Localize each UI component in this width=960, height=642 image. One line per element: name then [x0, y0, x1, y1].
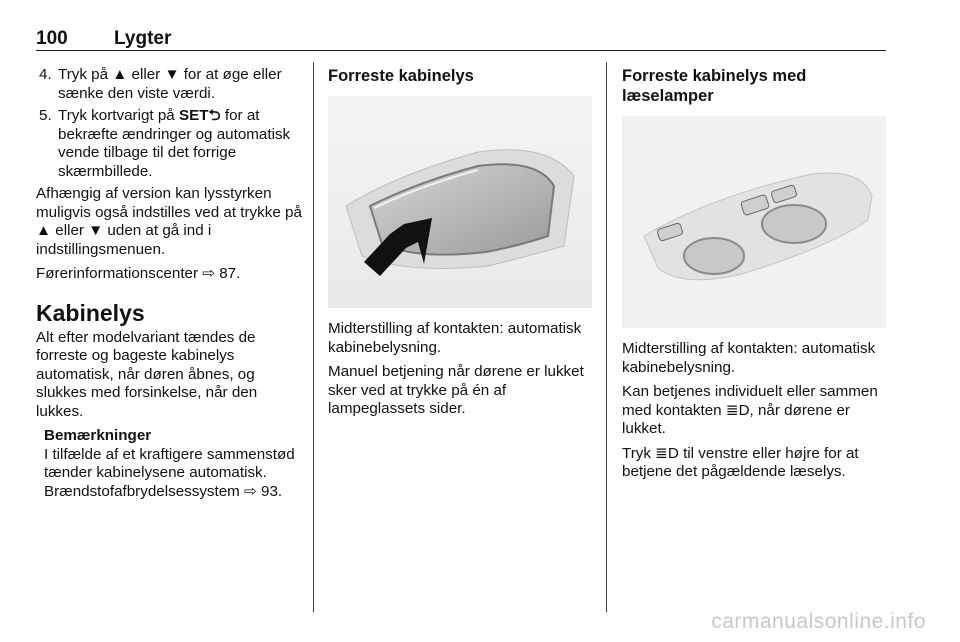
column-2-text [328, 320, 596, 425]
paragraph: Tryk ≣D til venstre eller højre for at betjene det pågældende læselys. [622, 444, 859, 480]
column-divider-1 [313, 62, 314, 612]
paragraph: Manuel betjening når dørene er lukket sker ved at trykke på én af lampeglassets sider. [328, 363, 584, 417]
left-reading-lens [684, 238, 744, 274]
column-3-text [622, 340, 884, 488]
note-title: Bemærkninger [44, 427, 152, 444]
paragraph: Midterstilling af kontakten: automatisk kabinebelysning. [622, 340, 876, 376]
column-3 [622, 66, 884, 106]
header-rule [36, 50, 886, 51]
page-header [36, 28, 886, 52]
list-item-step-5 [36, 107, 302, 181]
chapter-title: Lygter [114, 28, 172, 49]
cross-reference: Førerinformationscenter ⇨ 87. [36, 265, 241, 282]
note-text: I tilfælde af et kraftigere sammenstød tænder kabinelysene automatisk. Brændstofafbrydelsessystem ⇨ 93. [44, 445, 295, 500]
set-button-label: SET⮌ [178, 107, 221, 124]
section-heading: Kabinelys [36, 299, 145, 326]
column-1 [36, 66, 302, 501]
paragraph: Midterstilling af kontakten: automatisk kabinebelysning. [328, 320, 582, 356]
column-2 [328, 66, 596, 86]
step-text-post: for at bekræfte ændringer og automatisk vende tilbage til det forrige skærmbillede. [58, 107, 291, 180]
list-item-step-4 [36, 66, 302, 103]
step-number: 5. [39, 107, 52, 124]
note-box [36, 427, 302, 501]
right-reading-lens [762, 205, 826, 243]
front-dome-light-figure [328, 96, 592, 308]
section-heading: Forreste kabinelys med læselamper [622, 67, 807, 105]
paragraph: Alt efter modelvariant tændes de forreste og bageste kabinelys automatisk, når døren åbnes, og slukkes med forsinkelse, når den lukkes. [36, 328, 258, 420]
section-heading: Forreste kabinelys [328, 67, 474, 85]
page-number: 100 [36, 28, 68, 49]
column-divider-2 [606, 62, 607, 612]
paragraph: Afhængig af version kan lysstyrken muligvis også indstilles ved at trykke på ▲ eller ▼ uden at gå ind i indstillingsmenuen. [36, 185, 302, 258]
step-number: 4. [39, 66, 52, 83]
reading-lamp-figure [622, 116, 886, 328]
paragraph: Kan betjenes individuelt eller sammen med kontakten ≣D, når dørene er lukket. [622, 383, 878, 437]
watermark: carmanualsonline.info [711, 610, 926, 633]
step-text: Tryk på ▲ eller ▼ for at øge eller sænke den viste værdi. [58, 66, 282, 102]
step-text-pre: Tryk kortvarigt på [58, 107, 179, 124]
